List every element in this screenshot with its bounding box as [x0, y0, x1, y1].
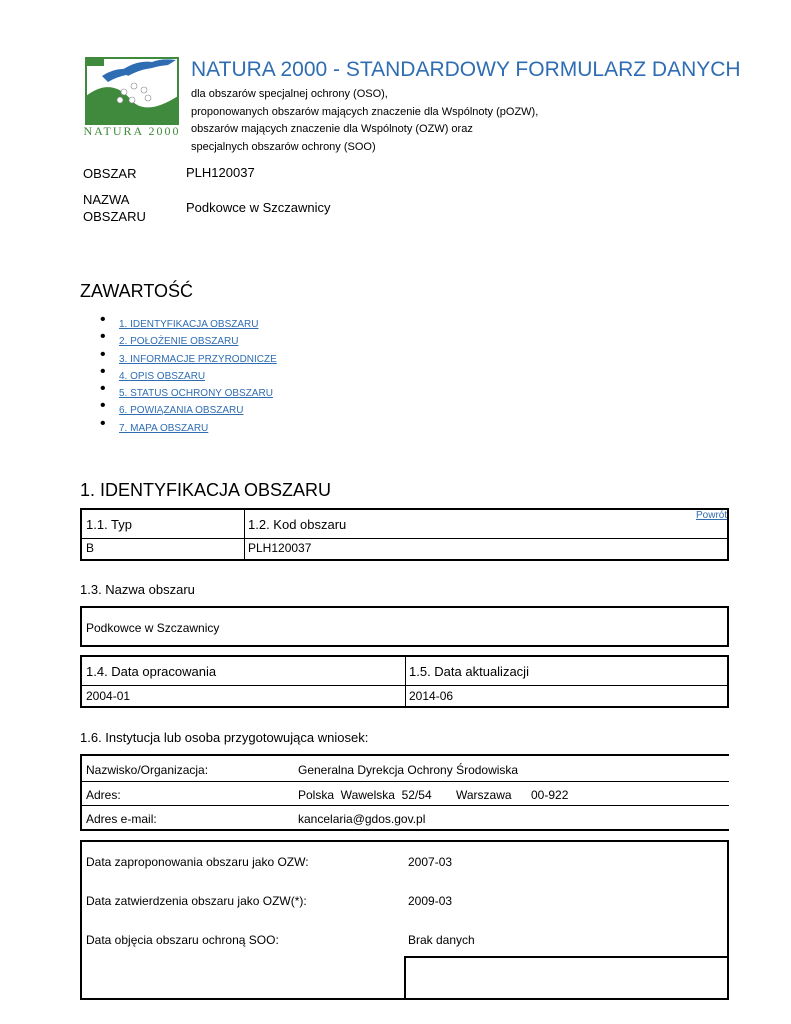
adres-city: Warszawa	[456, 788, 512, 802]
adres-street: Polska Wawelska 52/54	[298, 788, 432, 802]
typ-kod-table	[80, 508, 729, 561]
nazwa-obszaru-value: Podkowce w Szczawnicy	[186, 200, 331, 215]
email-value: kancelaria@gdos.gov.pl	[298, 812, 426, 826]
ozw-prop-value: 2007-03	[408, 855, 453, 869]
toc-link-status[interactable]: 5. STATUS OCHRONY OBSZARU	[119, 388, 273, 400]
bullet-icon: •	[100, 311, 106, 328]
toc-link-powiazania[interactable]: 6. POWIĄZANIA OBSZARU	[119, 405, 244, 417]
ozw-zatw-label: Data zatwierdzenia obszaru jako OZW(*):	[86, 894, 307, 908]
bullet-icon: •	[100, 362, 106, 380]
typ-value: B	[86, 541, 95, 555]
instytucja-label: 1.6. Instytucja lub osoba przygotowująca wniosek:	[80, 730, 369, 745]
page-title: NATURA 2000 - STANDARDOWY FORMULARZ DANYCH	[191, 58, 741, 81]
toc-link-opis[interactable]: 4. OPIS OBSZARU	[119, 370, 206, 382]
natura-2000-logo	[82, 56, 182, 142]
divider	[82, 538, 727, 539]
toc-link-polozenie[interactable]: 2. POŁOŻENIE OBSZARU	[119, 336, 239, 348]
section-1-title: 1. IDENTYFIKACJA OBSZARU	[80, 480, 332, 500]
data-aktualizacji-value: 2014-06	[409, 689, 454, 703]
organizacja-value: Generalna Dyrekcja Ochrony Środowiska	[298, 763, 519, 777]
adres-zip: 00-922	[531, 788, 569, 802]
divider	[244, 510, 245, 559]
adres-label: Adres:	[86, 788, 121, 802]
empty-cell	[404, 956, 729, 998]
divider	[82, 781, 729, 782]
nazwa-obszaru-box	[80, 606, 729, 647]
kod-value: PLH120037	[248, 541, 312, 555]
divider	[82, 685, 727, 686]
nazwa-obszaru-box-value: Podkowce w Szczawnicy	[86, 621, 220, 635]
obszar-label: OBSZAR	[83, 166, 137, 181]
toc-link-mapa[interactable]: 7. MAPA OBSZARU	[119, 422, 209, 434]
bullet-icon: •	[100, 414, 106, 432]
data-aktualizacji-label: 1.5. Data aktualizacji	[409, 664, 529, 679]
ozw-prop-label: Data zaproponowania obszaru jako OZW:	[86, 855, 309, 869]
toc-link-identyfikacja[interactable]: 1. IDENTYFIKACJA OBSZARU	[119, 319, 259, 330]
subtitle-line: specjalnych obszarów ochrony (SOO)	[191, 140, 376, 153]
nazwa-label-line: NAZWA	[83, 192, 130, 207]
obszar-value: PLH120037	[186, 165, 255, 180]
subtitle	[191, 86, 538, 156]
ozw-soo-table	[80, 840, 729, 1000]
logo-text: NATURA 2000	[83, 124, 181, 138]
nazwa-obszaru-section-label: 1.3. Nazwa obszaru	[80, 582, 195, 597]
divider	[405, 657, 406, 706]
ozw-zatw-value: 2009-03	[408, 894, 453, 908]
typ-label: 1.1. Typ	[86, 517, 133, 532]
back-link[interactable]: Powrót	[696, 510, 728, 521]
nazwa-label-line: OBSZARU	[83, 209, 146, 224]
bullet-icon: •	[100, 328, 106, 346]
data-opracowania-label: 1.4. Data opracowania	[86, 664, 217, 679]
nazwa-obszaru-label	[83, 191, 146, 225]
kod-label: 1.2. Kod obszaru	[248, 517, 347, 532]
toc-title: ZAWARTOŚĆ	[80, 281, 194, 301]
subtitle-line: proponowanych obszarów mających znaczenie dla Wspólnoty (pOZW),	[191, 105, 539, 118]
bullet-icon: •	[100, 380, 106, 398]
subtitle-line: dla obszarów specjalnej ochrony (OSO),	[191, 88, 388, 100]
bullet-icon: •	[100, 345, 106, 363]
subtitle-line: obszarów mających znaczenie dla Wspólnoty (OZW) oraz	[191, 123, 473, 135]
email-label: Adres e-mail:	[86, 812, 157, 826]
toc-link-informacje[interactable]: 3. INFORMACJE PRZYRODNICZE	[119, 353, 277, 365]
data-opracowania-value: 2004-01	[86, 689, 131, 703]
daty-table	[80, 655, 729, 708]
organizacja-label: Nazwisko/Organizacja:	[86, 763, 209, 777]
instytucja-table	[80, 754, 729, 831]
soo-value: Brak danych	[408, 933, 475, 947]
divider	[82, 805, 729, 806]
bullet-icon: •	[100, 397, 106, 415]
soo-label: Data objęcia obszaru ochroną SOO:	[86, 933, 279, 947]
